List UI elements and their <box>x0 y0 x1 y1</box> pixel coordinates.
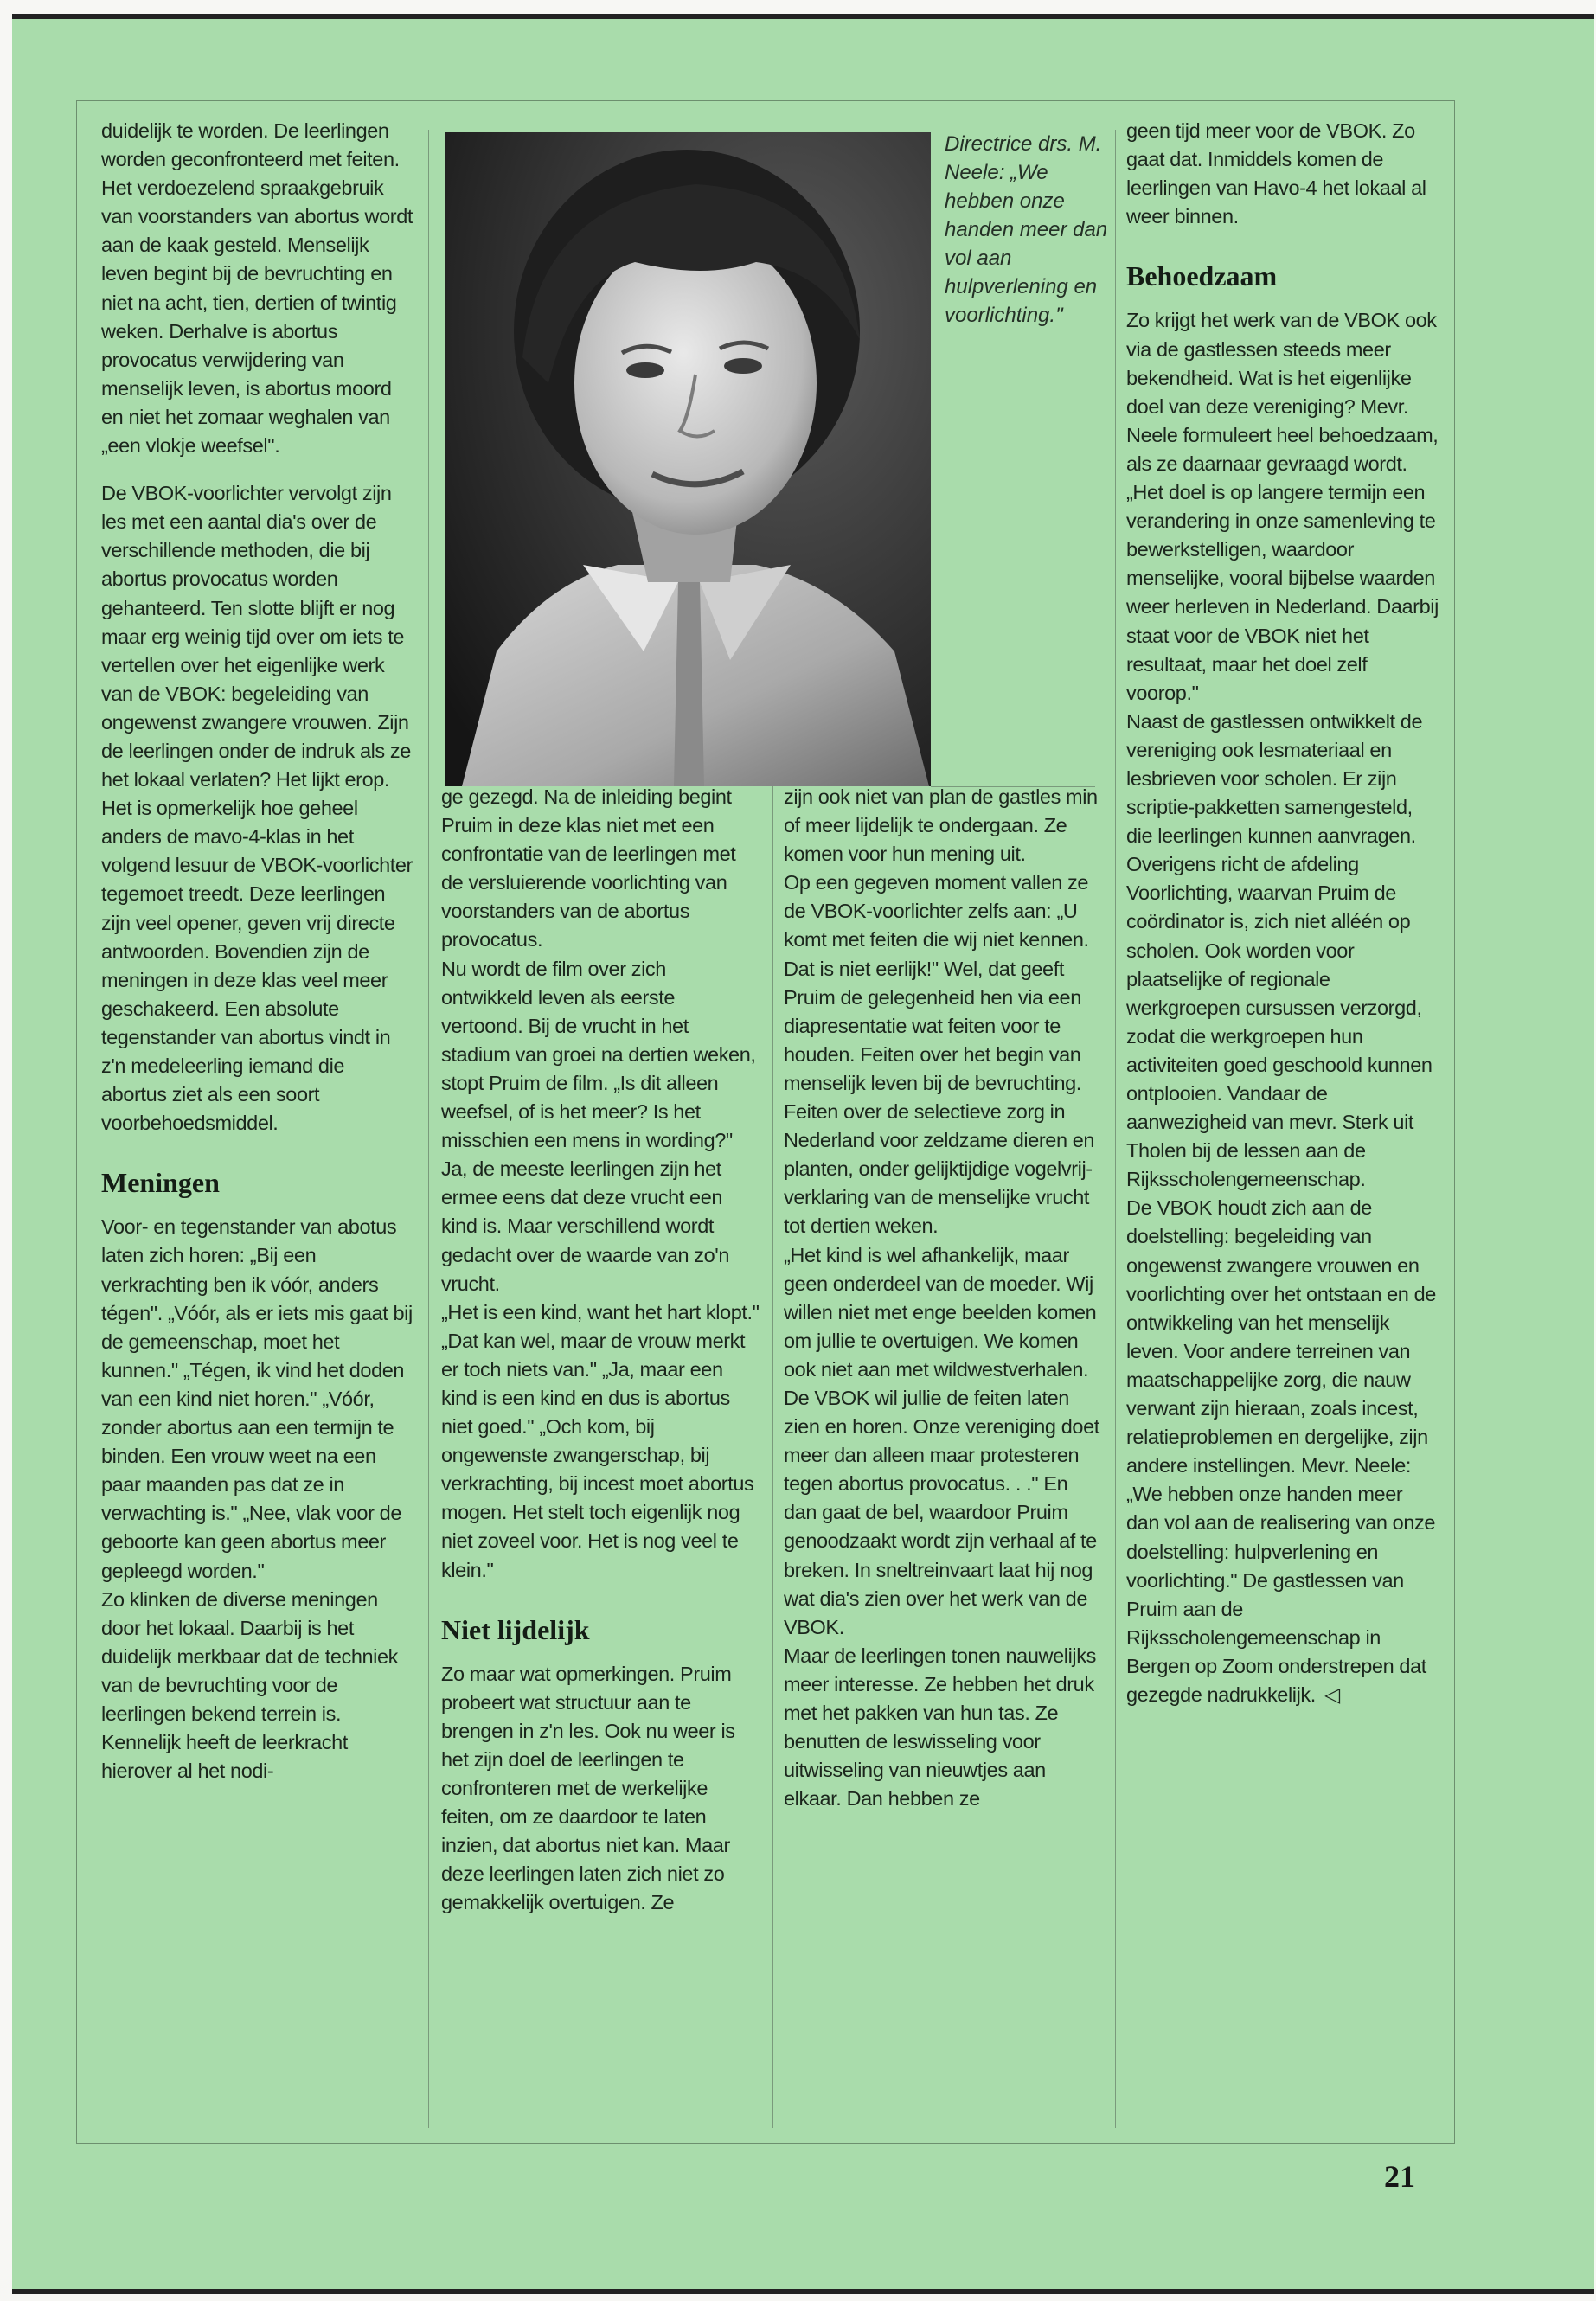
col3-paragraph-3: „Het kind is wel afhankelijk, maar geen onderdeel van de moeder. Wij willen niet met enge beelden komen om jullie te overtuigen. We komen ook niet aan met wildwestverhalen. De VBOK wil jullie de feiten laten zien en horen. Onze vereniging doet meer dan alleen maar protesteren tegen abortus provocatus. . ." En dan gaat de bel, waardoor Pruim genoodzaakt wordt zijn verhaal af te breken. In sneltreinvaart laat hij nog wat dia's zien over het werk van de VBOK. <box>784 1243 1099 1638</box>
heading-meningen: Meningen <box>101 1167 220 1199</box>
photo-caption: Directrice drs. M. Neele: „We hebben onze handen meer dan vol aan hulpverlening en voorlichting." <box>945 132 1108 327</box>
col2-paragraph-4: Zo maar wat opmerkingen. Pruim probeert wat structuur aan te brengen in z'n les. Ook nu weer is het zijn doel de leerlingen te confronteren met de werkelijke feiten, om ze daardoor te laten inzien, dat abortus niet kan. Maar deze leerlingen laten zich niet zo gemakkelijk overtuigen. Ze <box>441 1662 735 1914</box>
column-rule-2 <box>772 783 773 2128</box>
col1-paragraph-2: De VBOK-voorlichter vervolgt zijn les met een aantal dia's over de verschillende methoden, die bij abortus provocatus worden gehanteerd. Ten slotte blijft er nog maar erg weinig tijd over om iets te vertellen over het eigenlijke werk van de VBOK: begeleiding van ongewenst zwangere vrouwen. Zijn de leerlingen onder de indruk als ze het lokaal verlaten? Het lijkt erop. Het is opmerkelijk hoe geheel anders de mavo-4-klas in het volgend lesuur de VBOK-voorlichter tegemoet treedt. Deze leerlingen zijn veel opener, geven vrij directe antwoorden. Bovendien zijn de meningen in deze klas veel meer geschakeerd. Een absolute tegenstander van abortus vindt in z'n medeleerling iemand die abortus ziet als een soort voorbehoedsmiddel. <box>101 482 413 1135</box>
column-rule-1 <box>428 130 429 2128</box>
heading-behoedzaam: Behoedzaam <box>1126 260 1278 292</box>
col3-paragraph-2: Op een gegeven moment vallen ze de VBOK-voorlichter zelfs aan: „U komt met feiten die wij niet kennen. Dat is niet eerlijk!" Wel, dat geeft Pruim de gelegenheid hen via een diapresentatie wat feiten voor te houden. Feiten over het begin van menselijk leven bij de bevruchting. Feiten over de selectieve zorg in Nederland voor zeldzame dieren en planten, onder gelijktijdige vogelvrij-verklaring van de menselijke vrucht tot dertien weken. <box>784 871 1095 1238</box>
heading-niet-lijdelijk: Niet lijdelijk <box>441 1613 590 1645</box>
page-number: 21 <box>1384 2159 1415 2194</box>
col4-paragraph-4 <box>1126 1194 1439 1709</box>
col3-paragraph-4: Maar de leerlingen tonen nauwelijks meer interesse. Ze hebben het druk met het pakken van hun tas. Ze benutten de leswisseling voor uitwisseling van nieuwtjes aan elkaar. Dan hebben ze <box>784 1644 1096 1811</box>
col4-paragraph-3: Naast de gastlessen ontwikkelt de vereniging ook lesmateriaal en lesbrieven voor scholen. Er zijn scriptie-pakketten samengesteld, die leerlingen kunnen aanvragen. Overigens richt de afdeling Voorlichting, waarvan Pruim de coördinator is, zich niet alléén op scholen. Ook worden voor plaatselijke of regionale werkgroepen cursussen verzorgd, zodat die werkgroepen hun activiteiten goed geschoold kunnen ontplooien. Vandaar de aanwezigheid van mevr. Sterk uit Tholen bij de lessen aan de Rijksscholengemeenschap. <box>1126 709 1433 1191</box>
col2-paragraph-1: ge gezegd. Na de inleiding begint Pruim in deze klas niet met een confrontatie van de leerlingen met de versluierende voorlichting van voorstanders van de abortus provocatus. <box>441 785 736 952</box>
col2-paragraph-2: Nu wordt de film over zich ontwikkeld leven als eerste vertoond. Bij de vrucht in het stadium van groei na dertien weken, stopt Pruim de film. „Is dit alleen weefsel, of is het meer? Is het misschien een mens in wording?" Ja, de meeste leerlingen zijn het ermee eens dat deze vrucht een kind is. Maar verschillend wordt gedacht over de waarde van zo'n vrucht. <box>441 957 756 1295</box>
portrait-photo <box>445 132 931 786</box>
col1-paragraph-4: Zo klinken de diverse meningen door het lokaal. Daarbij is het duidelijk merkbaar dat de techniek van de bevruchting voor de leerlingen bekend terrein is. Kennelijk heeft de leerkracht hierover al het nodi- <box>101 1587 399 1783</box>
column-3 <box>784 783 1106 1813</box>
col3-paragraph-1: zijn ook niet van plan de gastles min of meer lijdelijk te ondergaan. Ze komen voor hun mening uit. <box>784 785 1098 866</box>
col4-paragraph-1: geen tijd meer voor de VBOK. Zo gaat dat. Inmiddels komen de leerlingen van Havo-4 het lokaal al weer binnen. <box>1126 119 1426 228</box>
col4-paragraph-2: Zo krijgt het werk van de VBOK ook via de gastlessen steeds meer bekendheid. Wat is het eigenlijke doel van deze vereniging? Mevr. Neele formuleert heel behoedzaam, als ze daarnaar gevraagd wordt. „Het doel is op langere termijn een verandering in onze samenleving te bewerkstelligen, waardoor menselijke, vooral bijbelse waarden weer herleven in Nederland. Daarbij staat voor de VBOK niet het resultaat, maar het doel zelf voorop." <box>1126 309 1439 704</box>
column-4 <box>1126 117 1439 1709</box>
column-rule-3 <box>1115 130 1116 2128</box>
end-of-article-icon: ◁ <box>1324 1682 1340 1706</box>
portrait-illustration <box>445 132 931 786</box>
col1-paragraph-1: duidelijk te worden. De leerlingen worden geconfronteerd met feiten. Het verdoezelend spraakgebruik van voorstanders van abortus wordt aan de kaak gesteld. Menselijk leven begint bij de bevruchting en niet na acht, tien, dertien of twintig weken. Derhalve is abortus provocatus verwijdering van menselijk leven, is abortus moord en niet het zomaar weghalen van „een vlokje weefsel". <box>101 119 413 458</box>
column-2 <box>441 783 761 1918</box>
col2-paragraph-3: „Het is een kind, want het hart klopt." „Dat kan wel, maar de vrouw merkt er toch niets van." „Ja, maar een kind is een kind en dus is abortus niet goed." „Och kom, bij ongewenste zwangerschap, bij verkrachting, bij incest moet abortus mogen. Het stelt toch eigenlijk nog niet zoveel voor. Het is nog veel te klein." <box>441 1300 760 1581</box>
col1-paragraph-3: Voor- en tegenstander van abotus laten zich horen: „Bij een verkrachting ben ik vóór, anders tégen". „Vóór, als er iets mis gaat bij de gemeenschap, moet het kunnen." „Tégen, ik vind het doden van een kind niet horen." „Vóór, zonder abortus aan een termijn te binden. Een vrouw weet na een paar maanden pas dat ze in verwachting is." „Nee, vlak voor de geboorte kan geen abortus meer gepleegd worden." <box>101 1215 413 1582</box>
col4-paragraph-4-text: De VBOK houdt zich aan de doelstelling: begeleiding van ongewenst zwangere vrouwen en voorlichting over het ontstaan en de ontwikkeling van het menselijk leven. Voor andere terreinen van maatschappelijke zorg, die nauw verwant zijn hieraan, zoals incest, relatieproblemen en dergelijke, zijn andere instellingen. Mevr. Neele: „We hebben onze handen meer dan vol aan de realisering van onze doelstelling: hulpverlening en voorlichting." De gastlessen van Pruim aan de Rijksscholengemeenschap in Bergen op Zoom onderstrepen dat gezegde nadrukkelijk. <box>1126 1196 1436 1706</box>
column-1 <box>101 117 413 1785</box>
